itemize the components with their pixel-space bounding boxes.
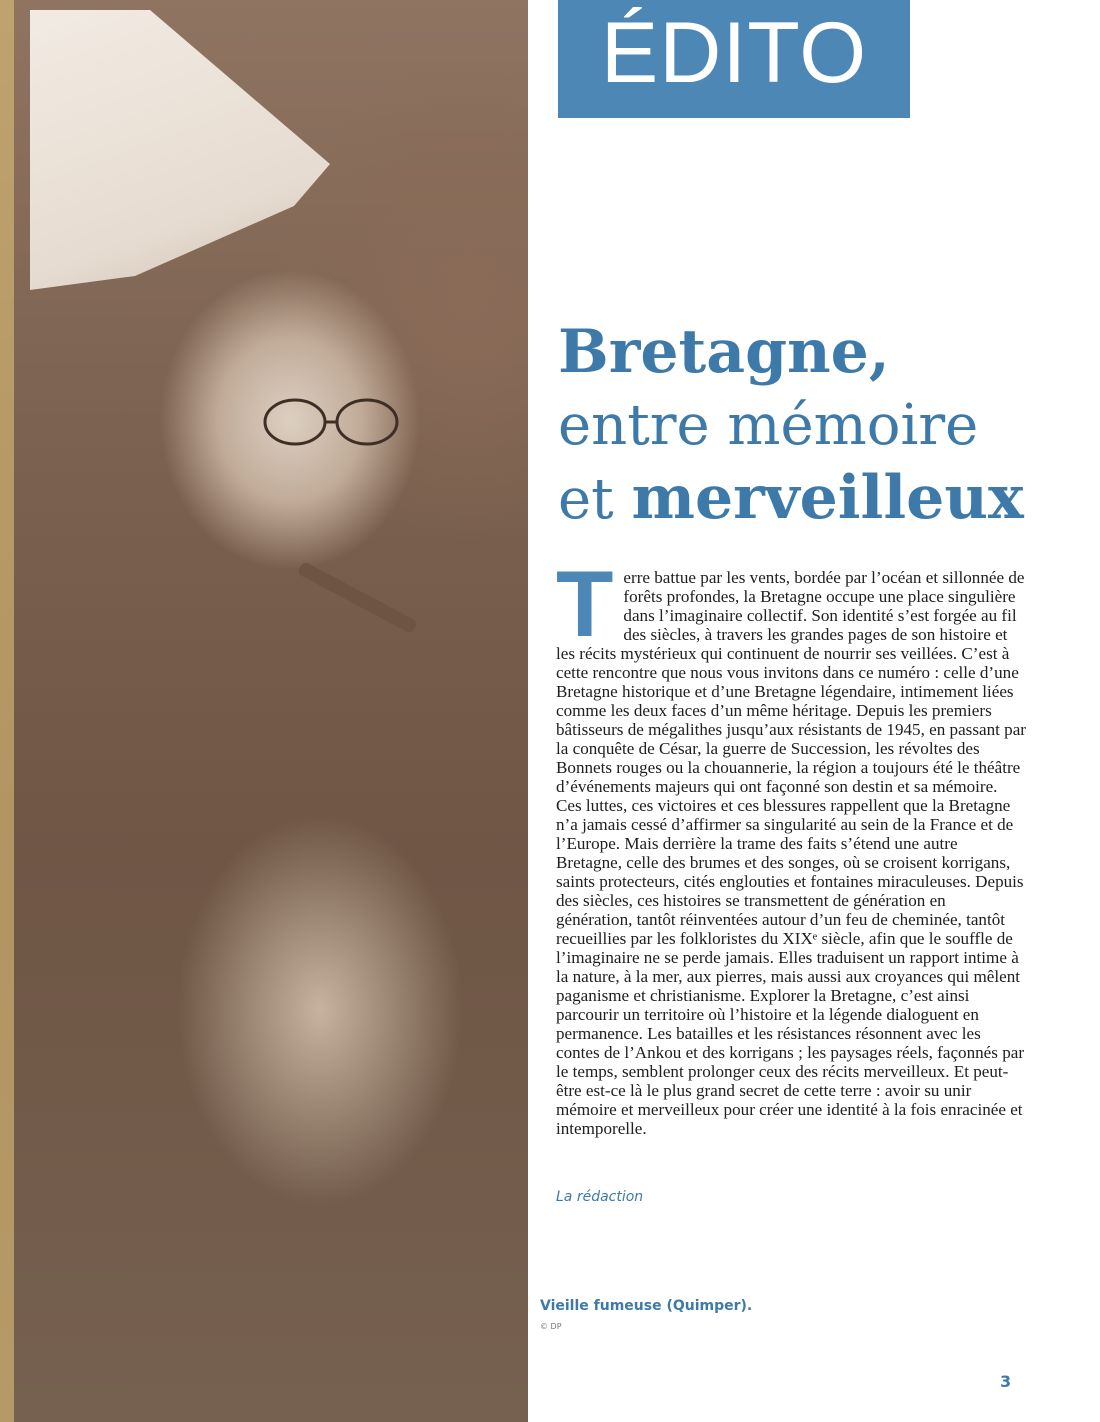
section-label: ÉDITO [600,5,868,101]
title-line-1: Bretagne, [558,317,890,387]
photo-edge [0,0,14,1422]
editorial-text: erre battue par les vents, bordée par l’océan et sillonnée de forêts profondes, la Bretagne occupe une place singulière dans l’imaginaire collectif. Son identité s’est forgée au fil des siècles, à travers les grandes pages de son histoire et les récits mystérieux qui continuent de nourrir ses veillées. C’est à cette rencontre que nous vous invitons dans ce numéro : celle d’une Bretagne historique et d’une Bretagne légendaire, intimement liées comme les deux faces d’un même héritage. Depuis les premiers bâtisseurs de mégalithes jusqu’aux résistants de 1945, en passant par la conquête de César, la guerre de Succession, les révoltes des Bonnets rouges ou la chouannerie, la région a toujours été le théâtre d’événements majeurs qui ont façonné son destin et sa mémoire. Ces luttes, ces victoires et ces blessures rappellent que la Bretagne n’a jamais cessé d’affirmer sa singularité au sein de la France et de l’Europe. Mais derrière la trame des faits s’étend une autre Bretagne, celle des brumes et des songes, où se croisent korrigans, saints protecteurs, cités englouties et fontaines miraculeuses. Depuis des siècles, ces histoires se transmettent de génération en génération, tantôt réinventées autour d’un feu de cheminée, tantôt recueillies par les folkloristes du XIXᵉ siècle, afin que le souffle de l’imaginaire ne se perde jamais. Elles traduisent un rapport intime à la nature, à la mer, aux pierres, mais aussi aux croyances qui mêlent paganisme et christianisme. Explorer la Bretagne, c’est ainsi parcourir un territoire où l’histoire et la légende dialoguent en permanence. Les batailles et les résistances résonnent avec les contes de l’Ankou et des korrigans ; les paysages réels, façonnés par le temps, semblent prolonger ceux des récits merveilleux. Et peut-être est-ce là le plus grand secret de cette terre : avoir su unir mémoire et merveilleux pour créer une identité à la fois enracinée et intemporelle. [556,568,1026,1138]
photo-credit: © DP [540,1322,562,1331]
signature: La rédaction [556,1189,644,1205]
page-number: 3 [1000,1372,1012,1391]
title-line-3-prefix: et [558,467,632,532]
glasses-shape [255,392,405,452]
article-title [558,316,1078,536]
pipe-shape [297,561,418,634]
title-line-3-bold: merveilleux [631,463,1024,533]
editorial-body [556,551,1026,1138]
drop-cap: T [556,551,614,656]
photo-caption: Vieille fumeuse (Quimper). [540,1298,753,1314]
title-line-2: entre mémoire [558,393,979,458]
cover-photo [0,0,528,1422]
coiffe-shape [30,10,330,290]
